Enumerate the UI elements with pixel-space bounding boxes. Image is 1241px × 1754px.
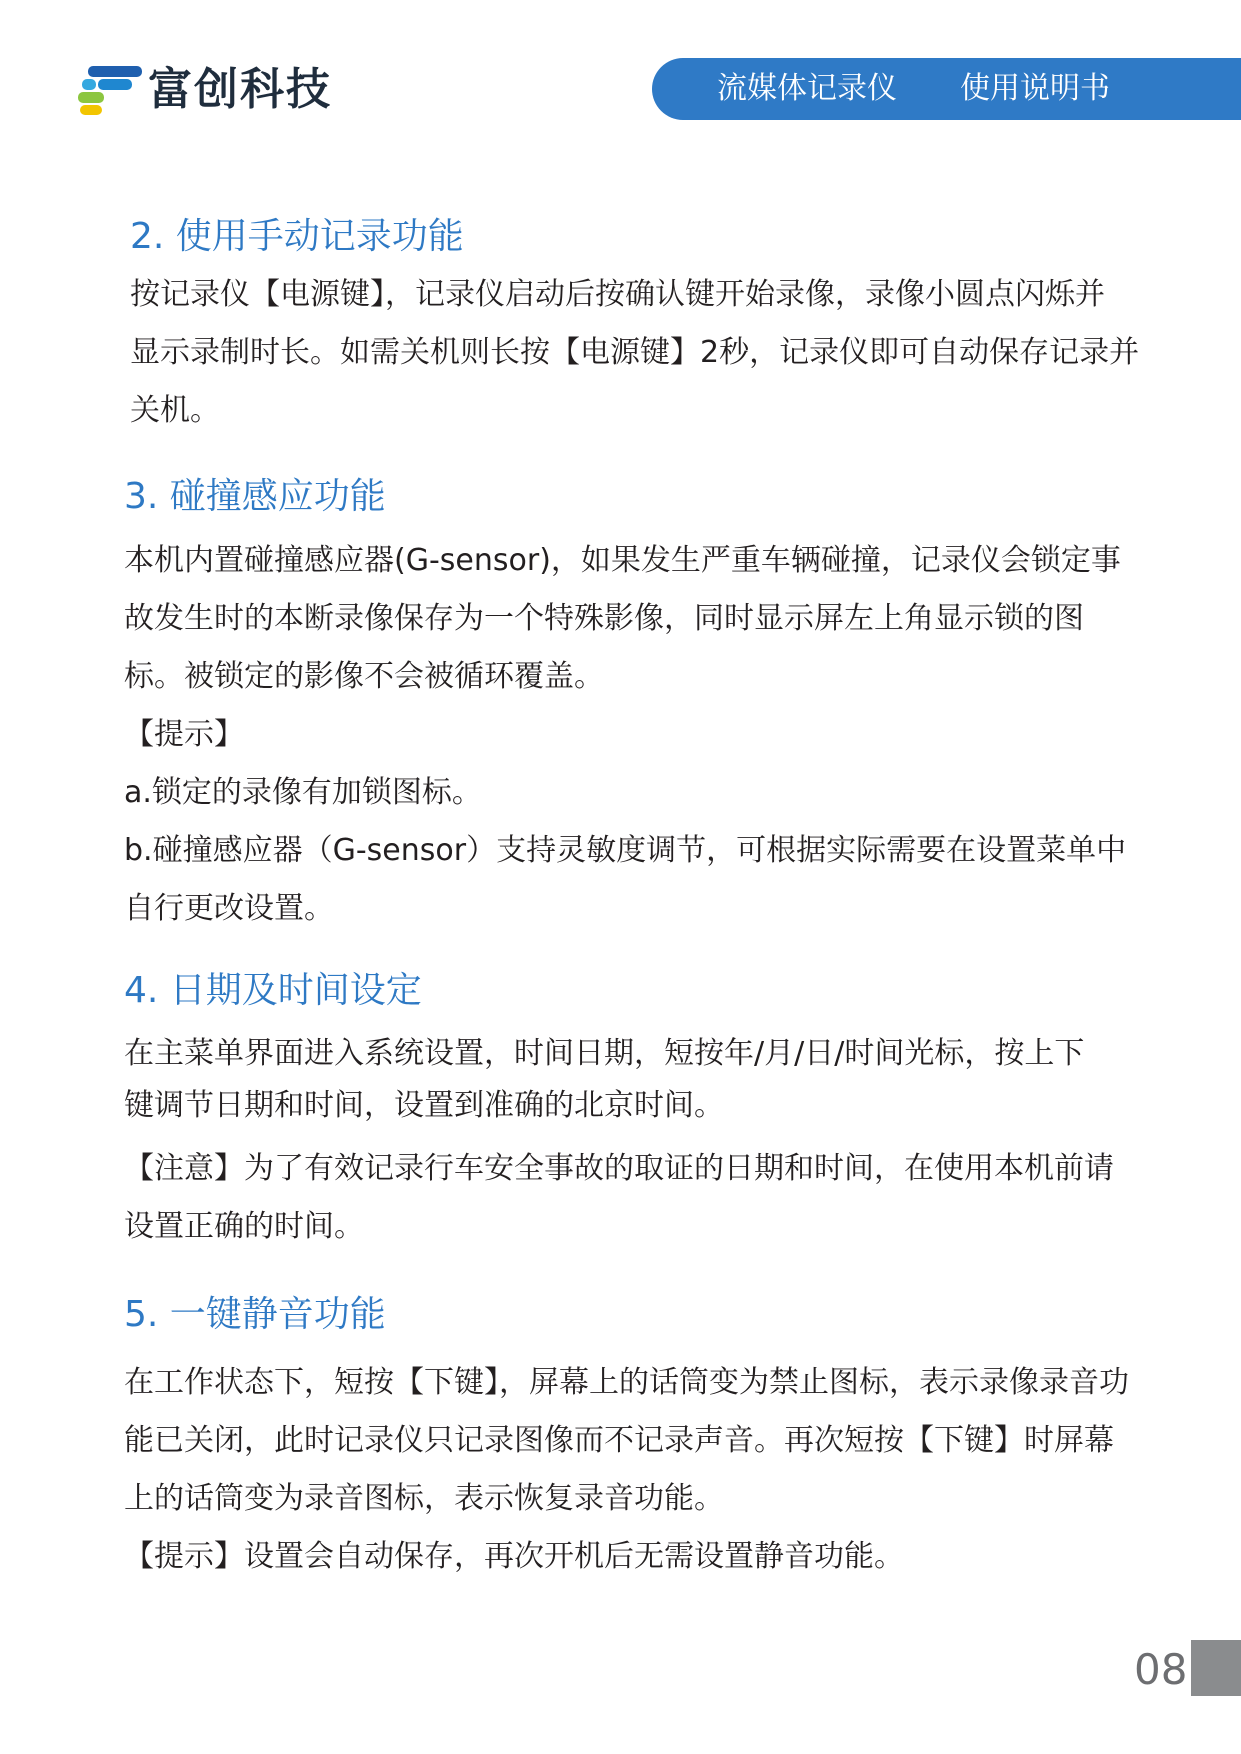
- section-body-mute: [124, 1354, 1129, 1586]
- tip-label: 【提示】: [124, 717, 244, 752]
- text-line: 显示录制时长。如需关机则长按【电源键】2秒，记录仪即可自动保存记录并: [130, 335, 1140, 370]
- text-line: 在工作状态下，短按【下键】，屏幕上的话筒变为禁止图标，表示录像录音功: [124, 1365, 1129, 1400]
- section-body-manual-record: [130, 266, 1140, 440]
- header-banner: [652, 58, 1241, 120]
- text-line: 本机内置碰撞感应器(G-sensor)，如果发生严重车辆碰撞，记录仪会锁定事: [124, 543, 1121, 578]
- date-time-note: [124, 1140, 1124, 1256]
- page-number: 08: [1134, 1645, 1188, 1694]
- tip-item-a: a.锁定的录像有加锁图标。: [124, 775, 482, 810]
- text-line: 关机。: [130, 393, 220, 428]
- text-line: 在主菜单界面进入系统设置，时间日期，短按年/月/日/时间光标，按上下: [124, 1036, 1085, 1071]
- text-line: 按记录仪【电源键】，记录仪启动后按确认键开始录像，录像小圆点闪烁并: [130, 277, 1105, 312]
- section-title-date-time: 4. 日期及时间设定: [124, 970, 422, 1011]
- text-line: 【注意】为了有效记录行车安全事故的取证的日期和时间，在使用本机前请: [124, 1151, 1114, 1186]
- text-line: 上的话筒变为录音图标，表示恢复录音功能。: [124, 1481, 724, 1516]
- section-body-date-time: [124, 1028, 1124, 1132]
- product-name: 流媒体记录仪: [717, 71, 897, 106]
- company-name: 富创科技: [148, 64, 332, 115]
- text-line: 设置正确的时间。: [124, 1209, 364, 1244]
- doc-type: 使用说明书: [960, 71, 1110, 106]
- tip-line: 【提示】设置会自动保存，再次开机后无需设置静音功能。: [124, 1539, 904, 1574]
- section-title-collision-sensor: 3. 碰撞感应功能: [124, 476, 386, 517]
- page-marker: [1191, 1640, 1241, 1696]
- text-line: 能已关闭，此时记录仪只记录图像而不记录声音。再次短按【下键】时屏幕: [124, 1423, 1114, 1458]
- section-body-collision-sensor: [124, 532, 1127, 938]
- company-logo: [78, 60, 338, 120]
- logo-f-icon: [78, 64, 144, 116]
- text-line: 键调节日期和时间，设置到准确的北京时间。: [124, 1088, 724, 1123]
- tip-item-b: b.碰撞感应器（G-sensor）支持灵敏度调节，可根据实际需要在设置菜单中: [124, 833, 1127, 868]
- text-line: 自行更改设置。: [124, 891, 334, 926]
- section-title-manual-record: 2. 使用手动记录功能: [130, 216, 464, 257]
- section-title-mute: 5. 一键静音功能: [124, 1294, 386, 1335]
- text-line: 标。被锁定的影像不会被循环覆盖。: [124, 659, 604, 694]
- text-line: 故发生时的本断录像保存为一个特殊影像，同时显示屏左上角显示锁的图: [124, 601, 1084, 636]
